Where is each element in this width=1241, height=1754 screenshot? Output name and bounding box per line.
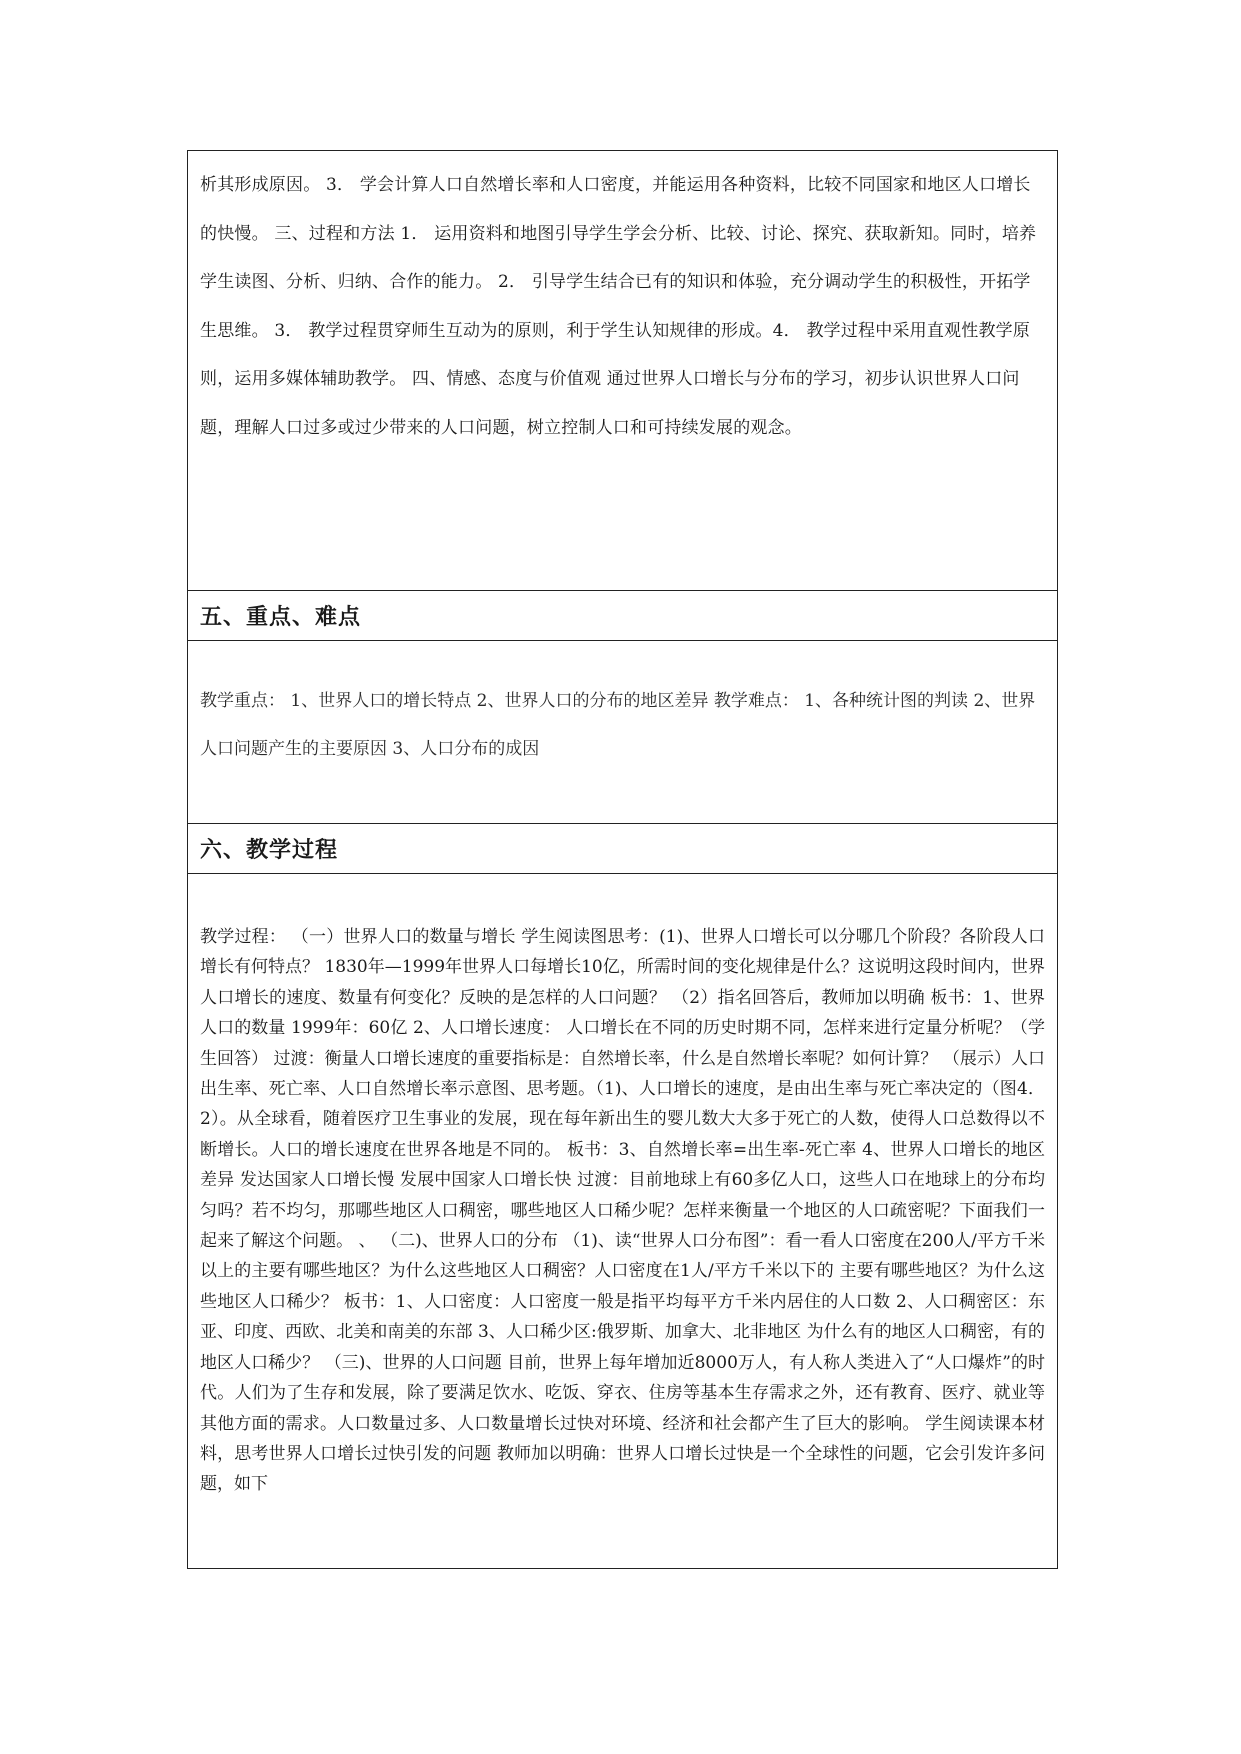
teaching-process-cell xyxy=(188,874,1057,1568)
teaching-process-heading-cell xyxy=(188,824,1057,874)
objectives-cell xyxy=(188,151,1057,591)
lesson-plan-table xyxy=(187,150,1058,1569)
key-points-heading-cell xyxy=(188,591,1057,641)
teaching-process-heading: 六、教学过程 xyxy=(200,838,339,863)
key-points-text: 教学重点： 1、世界人口的增长特点 2、世界人口的分布的地区差异 教学难点： 1、各种统计图的判读 2、世界人口问题产生的主要原因 3、人口分布的成因 xyxy=(200,691,1036,759)
key-points-heading: 五、重点、难点 xyxy=(200,605,362,630)
key-points-cell xyxy=(188,641,1057,824)
teaching-process-text: 教学过程： （一）世界人口的数量与增长 学生阅读图思考：(1)、世界人口增长可以分哪几个阶段？各阶段人口增长有何特点？ 1830年—1999年世界人口每增长10亿，所需时间的变化规律是什么？这说明这段时间内，世界人口增长的速度、数量有何变化？反映的是怎样的人口问题？ （2）指名回答后，教师加以明确 板书：1、世界人口的数量 1999年：60亿 2、人口增长速度： 人口增长在不同的历史时期不同，怎样来进行定量分析呢？（学生回答） 过渡：衡量人口增长速度的重要指标是：自然增长率，什么是自然增长率呢？如何计算？ （展示）人口出生率、死亡率、人口自然增长率示意图、思考题。（1)、人口增长的速度，是由出生率与死亡率决定的（图4．2）。从全球看，随着医疗卫生事业的发展，现在每年新出生的婴儿数大大多于死亡的人数，使得人口总数得以不断增长。人口的增长速度在世界各地是不同的。 板书：3、自然增长率=出生率-死亡率 4、世界人口增长的地区差异 发达国家人口增长慢 发展中国家人口增长快 过渡：目前地球上有60多亿人口，这些人口在地球上的分布均匀吗？若不均匀，那哪些地区人口稠密，哪些地区人口稀少呢？怎样来衡量一个地区的人口疏密呢？下面我们一起来了解这个问题。 、 （二)、世界人口的分布 （1)、读“世界人口分布图”：看一看人口密度在200人/平方千米以上的主要有哪些地区？为什么这些地区人口稠密？人口密度在1人/平方千米以下的 主要有哪些地区？为什么这些地区人口稀少？ 板书：1、人口密度：人口密度一般是指平均每平方千米内居住的人口数 2、人口稠密区：东亚、印度、西欧、北美和南美的东部 3、人口稀少区:俄罗斯、加拿大、北非地区 为什么有的地区人口稠密，有的地区人口稀少？ （三)、世界的人口问题 目前，世界上每年增加近8000万人，有人称人类进入了“人口爆炸”的时代。人们为了生存和发展，除了要满足饮水、吃饭、穿衣、住房等基本生存需求之外，还有教育、医疗、就业等其他方面的需求。人口数量过多、人口数量增长过快对环境、经济和社会都产生了巨大的影响。 学生阅读课本材料，思考世界人口增长过快引发的问题 教师加以明确：世界人口增长过快是一个全球性的问题，它会引发许多问题，如下 xyxy=(200,927,1045,1495)
objectives-text: 析其形成原因。 3． 学会计算人口自然增长率和人口密度，并能运用各种资料，比较不同国家和地区人口增长的快慢。 三、过程和方法 1． 运用资料和地图引导学生学会分析、比较、讨论、探究、获取新知。同时，培养学生读图、分析、归纳、合作的能力。 2． 引导学生结合已有的知识和体验，充分调动学生的积极性，开拓学生思维。 3． 教学过程贯穿师生互动为的原则，利于学生认知规律的形成。4． 教学过程中采用直观性教学原则，运用多媒体辅助教学。 四、情感、态度与价值观 通过世界人口增长与分布的学习，初步认识世界人口问题，理解人口过多或过少带来的人口问题，树立控制人口和可持续发展的观念。 xyxy=(200,175,1037,438)
